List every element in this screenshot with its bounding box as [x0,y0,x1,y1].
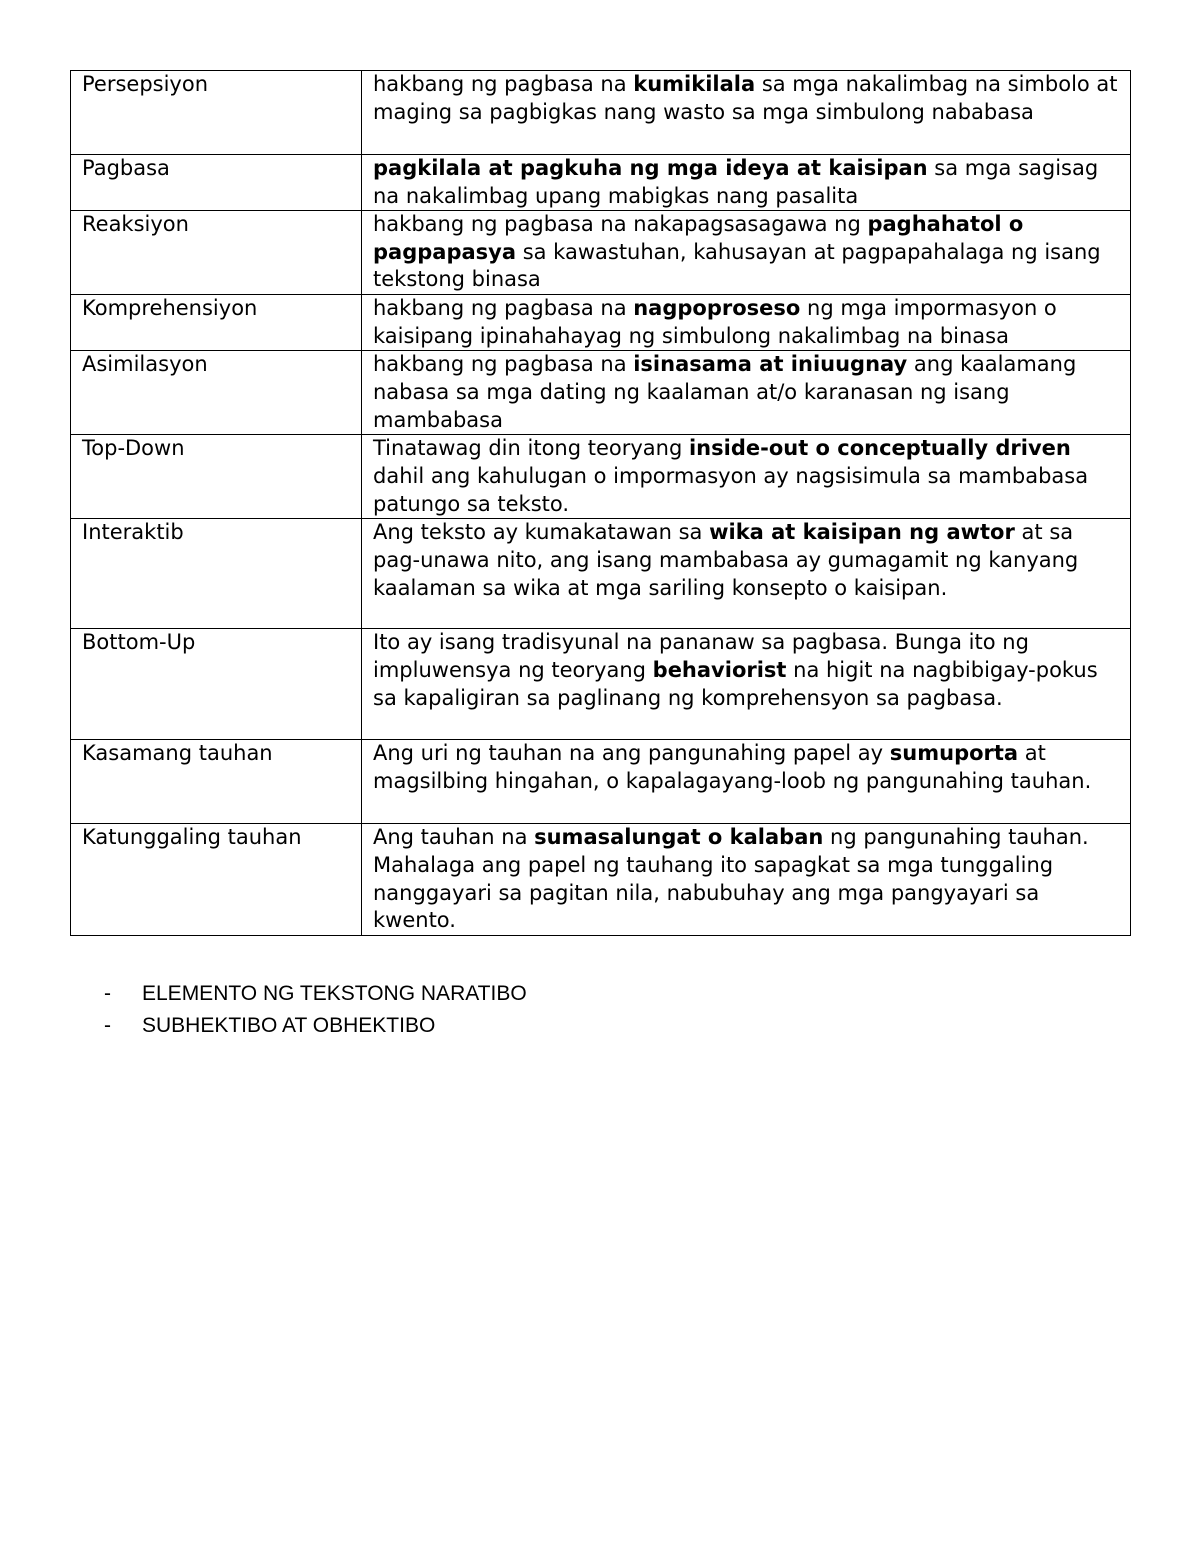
table-row [71,824,1131,936]
definition-segment: sa mga sagisag na nakalimbag upang mabigkas nang pasalita [373,156,1099,208]
definition-text [373,156,1098,208]
table-row [71,155,1131,211]
definition-segment: Ang tauhan na [373,825,535,850]
table-row [71,71,1131,155]
definition-keyword: kumikilala [633,72,756,96]
term-label: Kasamang tauhan [82,741,273,766]
definition-keyword: behaviorist [652,657,787,682]
definition-segment: Ang teksto ay kumakatawan sa [373,520,710,545]
term-cell [71,519,362,629]
definition-segment: ng pangunahing tauhan. Mahalaga ang papel ng tauhang ito sapagkat sa mga tunggaling nanggayari sa pagitan nila, nabubuhay ang mga pangyayari sa kwento. [373,825,1089,933]
definition-segment: hakbang ng pagbasa na nakapagsasagawa ng [373,212,868,237]
bullet-text: ELEMENTO NG TEKSTONG NARATIBO [142,982,527,1005]
definitions-table-body [71,71,1131,936]
definition-text [373,296,1057,348]
definition-text [373,520,1078,599]
term-cell [71,629,362,740]
term-label: Persepsiyon [82,72,209,96]
definition-cell [362,211,1131,295]
term-cell [71,295,362,351]
list-item [104,1012,527,1044]
term-label: Reaksiyon [82,212,189,237]
term-label: Bottom-Up [82,630,196,655]
definitions-table [70,70,1131,936]
definition-segment: Ito ay isang tradisyunal na pananaw sa pagbasa. Bunga ito ng impluwensya ng teoryang [373,630,1029,682]
definition-cell [362,435,1131,519]
term-label: Top-Down [82,436,185,461]
definition-cell [362,351,1131,435]
table-row [71,740,1131,824]
term-label: Interaktib [82,520,184,545]
definition-keyword: isinasama at iniuugnay [633,352,908,377]
table-row [71,295,1131,351]
definition-segment: at sa pag-unawa nito, ang isang mambabasa ay gumagamit ng kanyang kaalaman sa wika at mga sariling konsepto o kaisipan. [373,520,1079,600]
table-row [71,629,1131,740]
term-cell [71,435,362,519]
definition-text [373,352,1076,431]
definition-segment: hakbang ng pagbasa na [373,72,634,96]
definition-text [373,436,1088,515]
term-cell [71,211,362,295]
definition-segment: sa kawastuhan, kahusayan at pagpapahalaga ng isang tekstong binasa [373,239,1101,292]
definition-segment: Ang uri ng tauhan na ang pangunahing papel ay [373,741,890,766]
definition-cell [362,519,1131,629]
definition-cell [362,155,1131,211]
definition-keyword: wika at kaisipan ng awtor [709,520,1015,545]
definition-text [373,741,1091,793]
term-label: Komprehensiyon [82,296,258,321]
bullet-marker: - [104,982,111,1005]
table-row [71,435,1131,519]
table-row [71,211,1131,295]
definition-segment: dahil ang kahulugan o impormasyon ay nagsisimula sa mambabasa patungo sa teksto. [373,463,1089,516]
term-cell [71,824,362,936]
definition-cell [362,71,1131,155]
definition-segment: hakbang ng pagbasa na [373,296,634,321]
term-cell [71,351,362,435]
definition-keyword: nagpoproseso [633,296,801,321]
term-label: Asimilasyon [82,352,208,377]
list-item [104,980,527,1012]
definition-segment: sa mga nakalimbag na simbolo at maging sa pagbigkas nang wasto sa mga simbulong nababasa [373,72,1118,124]
definition-text [373,72,1118,124]
definition-keyword: inside-out o conceptually driven [688,436,1071,461]
definition-cell [362,629,1131,740]
definition-keyword: sumuporta [889,741,1019,766]
definition-keyword: sumasalungat o kalaban [534,825,824,850]
table-row [71,519,1131,629]
definition-segment: hakbang ng pagbasa na [373,352,634,377]
definition-segment: at magsilbing hingahan, o kapalagayang-loob ng pangunahing tauhan. [373,741,1092,793]
definition-segment: na higit na nagbibigay-pokus sa kapaligiran sa paglinang ng komprehensyon sa pagbasa. [373,657,1098,710]
bullet-text: SUBHEKTIBO AT OBHEKTIBO [142,1014,436,1037]
table-row [71,351,1131,435]
term-label: Katunggaling tauhan [82,825,302,850]
bullet-list [104,980,527,1044]
definition-text [373,825,1089,932]
term-cell [71,71,362,155]
definition-cell [362,295,1131,351]
term-cell [71,740,362,824]
definition-segment: ng mga impormasyon o kaisipang ipinahahayag ng simbulong nakalimbag na binasa [373,296,1057,348]
bullet-marker: - [104,1014,111,1037]
definition-text [373,212,1101,291]
definition-keyword: pagkilala at pagkuha ng mga ideya at kaisipan [373,156,928,180]
definition-segment: Tinatawag din itong teoryang [373,436,689,461]
definition-segment: ang kaalamang nabasa sa mga dating ng kaalaman at/o karanasan ng isang mambabasa [373,352,1077,432]
definition-cell [362,740,1131,824]
term-cell [71,155,362,211]
definition-text [373,630,1098,709]
definition-cell [362,824,1131,936]
term-label: Pagbasa [82,156,170,180]
definition-keyword: paghahatol o pagpapasya [373,212,1024,264]
